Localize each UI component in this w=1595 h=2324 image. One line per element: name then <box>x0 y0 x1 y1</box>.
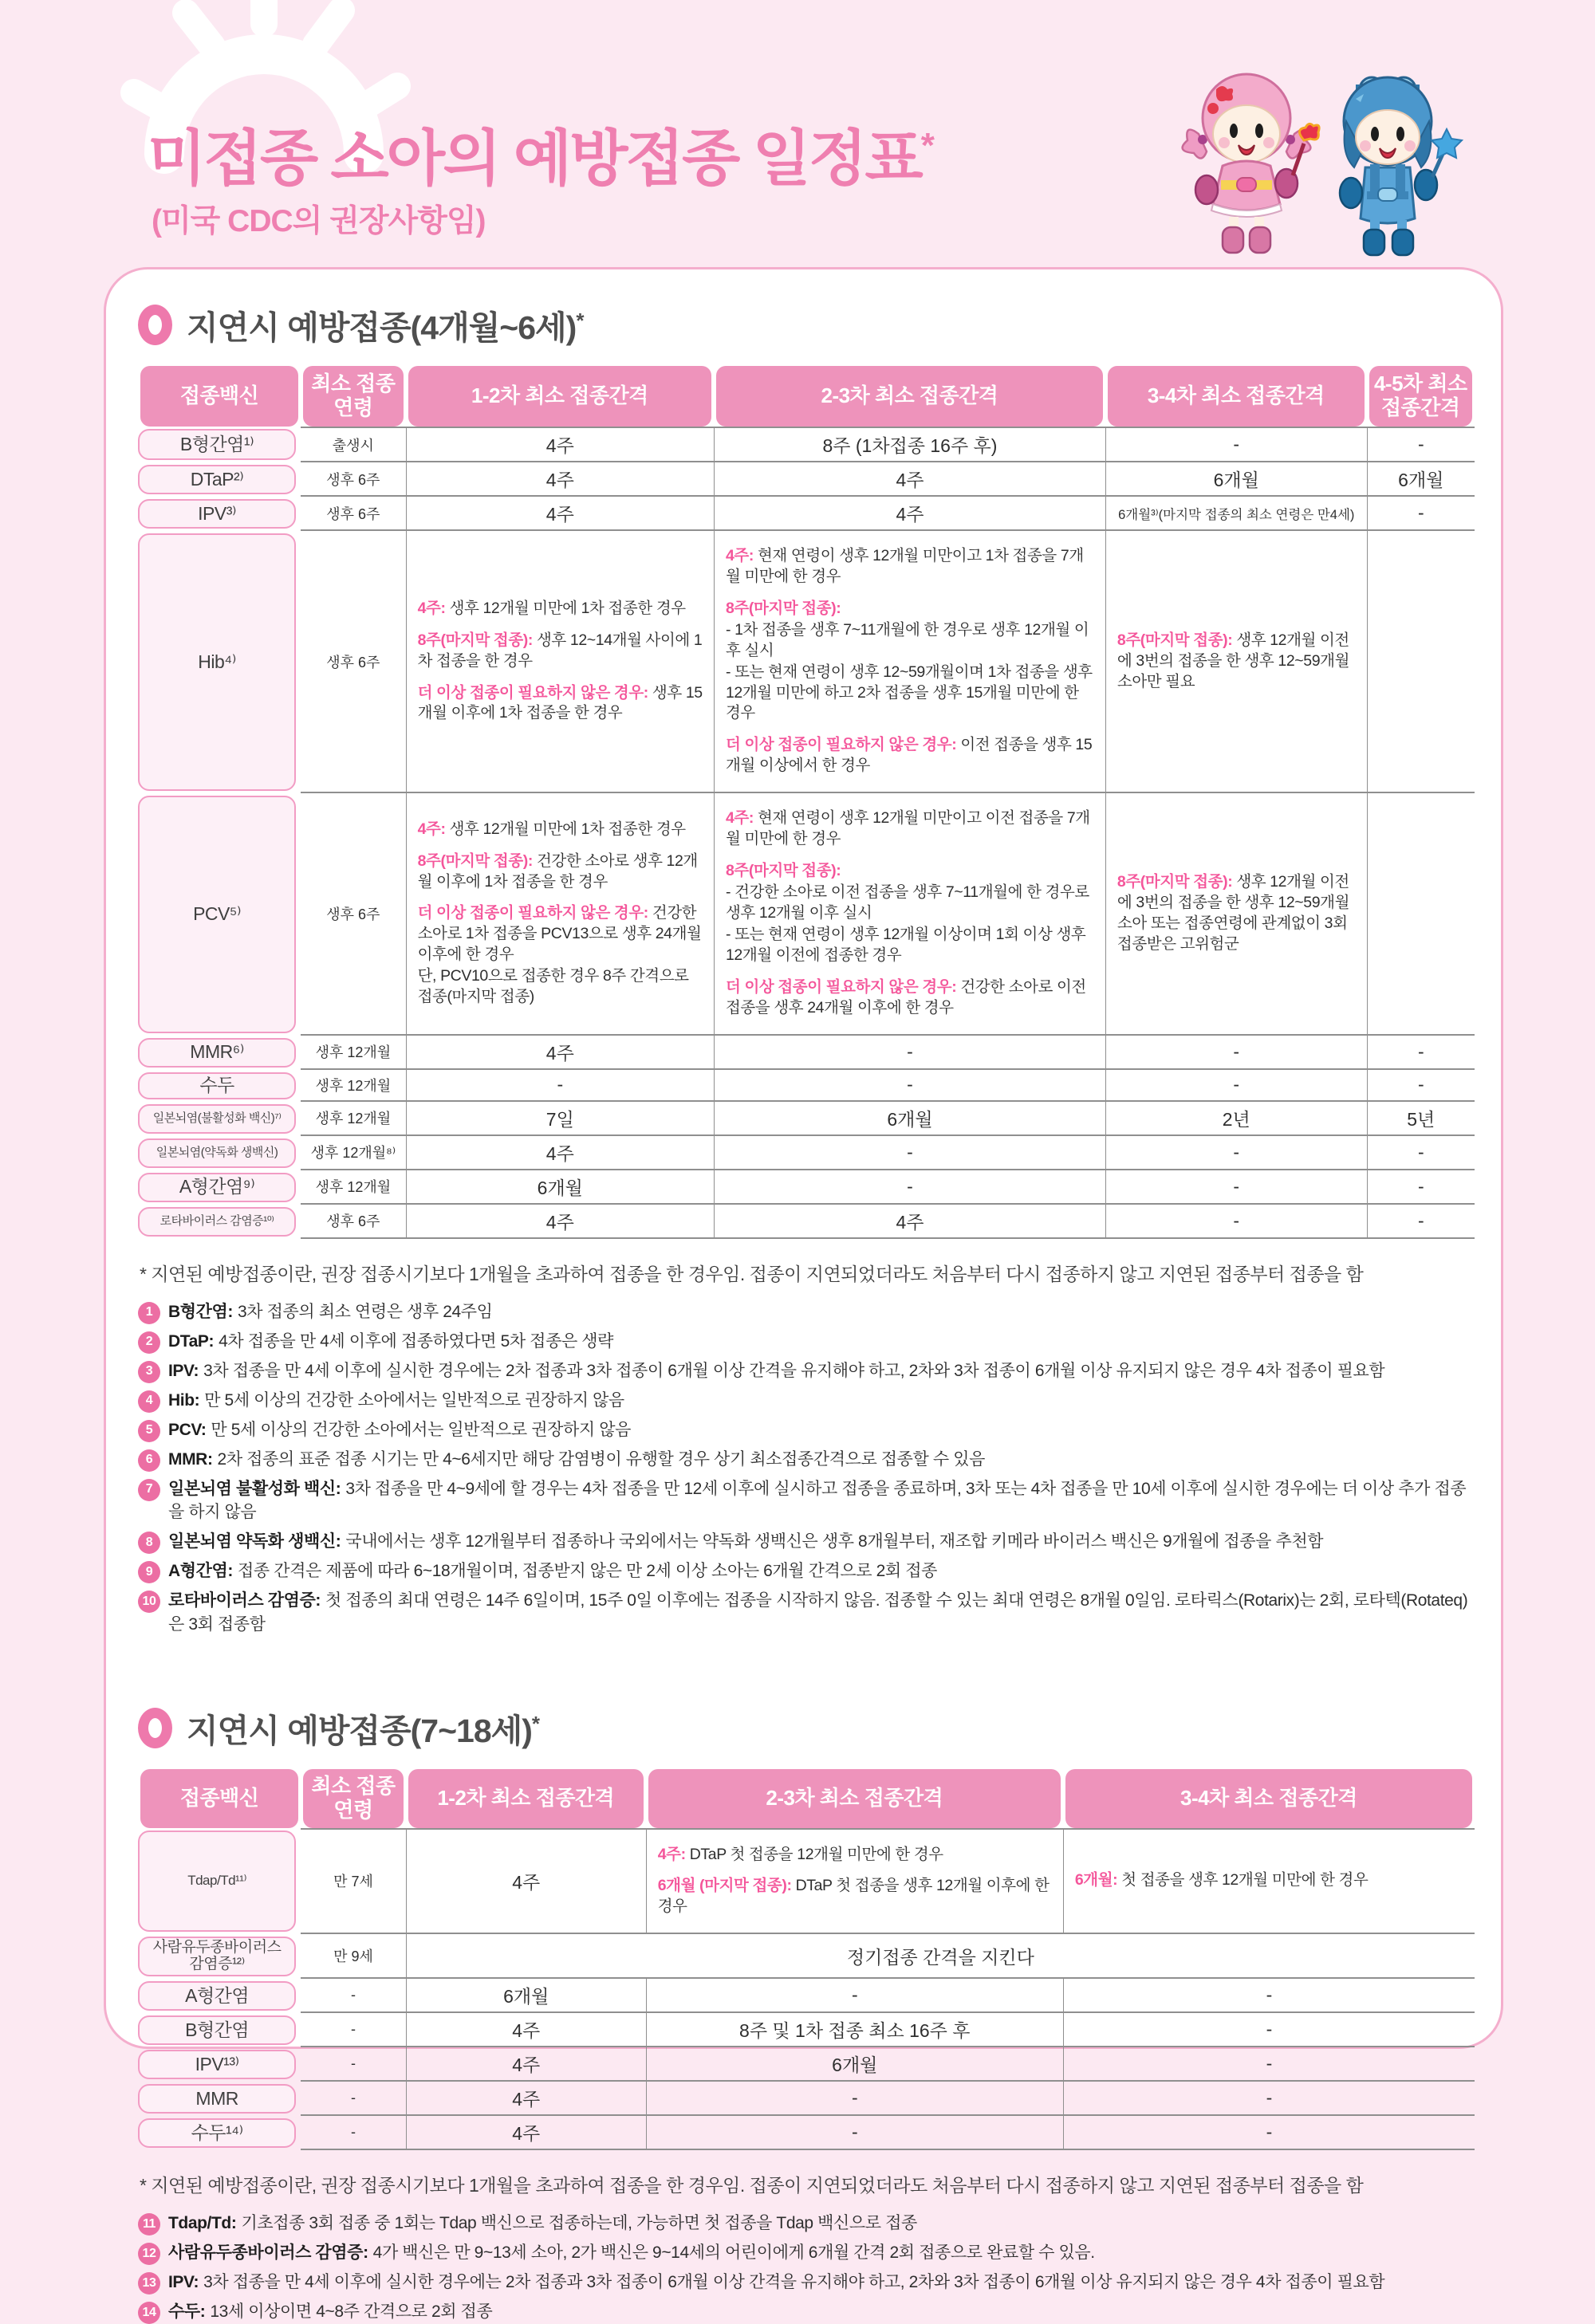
footnote-item <box>138 1300 1475 1324</box>
footnote-label: 일본뇌염 불활성화 백신: <box>168 1479 341 1498</box>
interval-lead-text: 8주(마지막 접종): <box>1116 631 1237 649</box>
interval-lead-text: 더 이상 접종이 필요하지 않은 경우: <box>417 904 652 922</box>
footnote-star: * 지연된 예방접종이란, 권장 접종시기보다 1개월을 초과하여 접종을 한 경우임. 접종이 지연되었더라도 처음부터 다시 접종하지 않고 지연된 접종부터 접종을 함 <box>140 2175 1364 2196</box>
schedule-cell: 4주 <box>406 427 714 462</box>
footnote-number-badge: 2 <box>138 1331 160 1354</box>
footnote-label: A형간염: <box>168 1562 234 1581</box>
interval-lead-text: 6개월: <box>1074 1871 1122 1889</box>
footnote-text: Hib: 만 5세 이상의 건강한 소아에서는 일반적으로 권장하지 않음 <box>168 1390 624 1410</box>
footnote-text: IPV: 3차 접종을 만 4세 이후에 실시한 경우에는 2차 접종과 3차 접종이 6개월 이상 간격을 유지해야 하고, 2차와 3차 접종이 6개월 이상 유지되지 않은 경우 4차 접종이 필요함 <box>168 2273 1385 2292</box>
schedule-cell: - <box>1367 1170 1475 1205</box>
schedule-note-line: 단, PCV10으로 접종한 경우 8주 간격으로 접종(마지막 접종) <box>417 967 689 1006</box>
schedule-cell: 6개월 <box>1105 462 1367 497</box>
vaccine-label: PCV⁵⁾ <box>138 796 296 1032</box>
schedule-note-block: 6개월 (마지막 접종): DTaP 첫 접종을 생후 12개월 이후에 한 경우 <box>657 1877 1050 1916</box>
table-row <box>138 427 1475 462</box>
interval-lead-text: 8주(마지막 접종): <box>725 862 841 880</box>
footnote-label: 수두: <box>168 2302 206 2322</box>
schedule-cell <box>1105 531 1367 793</box>
schedule-cell: - <box>1367 497 1475 531</box>
table-row <box>138 2047 1475 2082</box>
vaccine-label: DTaP²⁾ <box>138 465 296 494</box>
min-age-cell: - <box>301 1979 406 2013</box>
footnote-number-badge: 6 <box>138 1449 160 1472</box>
footnote-label: B형간염: <box>168 1302 234 1321</box>
footnote-item <box>138 2212 1475 2236</box>
footnote-label: Hib: <box>168 1390 200 1410</box>
vaccine-label: A형간염⁹⁾ <box>138 1173 296 1202</box>
footnote-label: DTaP: <box>168 1331 215 1351</box>
vaccine-cell <box>138 497 301 531</box>
schedule-cell: - <box>1063 2047 1475 2082</box>
footnote-item <box>138 2271 1475 2295</box>
footnote-number-badge: 14 <box>138 2302 160 2324</box>
footnote-text: 로타바이러스 감염증: 첫 접종의 최대 연령은 14주 6일이며, 15주 0일 이후에는 접종을 시작하지 않음. 접종할 수 있는 최대 연령은 8개월 0일임. 로타릭스(Rotarix)는 2회, 로타텍(Rotateq)은 3회 접종함 <box>168 1591 1468 1634</box>
footnote-number-badge: 5 <box>138 1420 160 1442</box>
schedule-cell: 6개월 <box>646 2047 1063 2082</box>
min-age-cell: - <box>301 2047 406 2082</box>
interval-lead-text: 4주: <box>657 1845 690 1863</box>
schedule-cell: - <box>646 2082 1063 2116</box>
min-age-cell: 출생시 <box>301 427 405 462</box>
footnote-item <box>138 1448 1475 1472</box>
title-asterisk: * <box>920 126 932 165</box>
bullet-donut-icon <box>138 1708 172 1748</box>
table-row <box>138 2116 1475 2150</box>
schedule-cell: - <box>1367 1070 1475 1102</box>
footnote-number-badge: 7 <box>138 1479 160 1501</box>
schedule-note-line: - 또는 현재 연령이 생후 12개월 이상이며 1회 이상 생후 12개월 이전에 접종한 경우 <box>725 925 1086 964</box>
girl-mascot-illustration <box>1183 74 1320 253</box>
schedule-cell: - <box>1367 1136 1475 1170</box>
min-age-cell: 생후 6주 <box>301 793 405 1035</box>
interval-lead-text: 4주: <box>725 547 758 564</box>
footnote-item <box>138 1530 1475 1554</box>
section2-heading: 지연시 예방접종(7~18세)* <box>138 1705 1475 1752</box>
schedule-cell: 6개월 <box>714 1102 1105 1136</box>
page-subtitle: (미국 CDC의 권장사항임) <box>152 204 486 238</box>
footnote-number-badge: 8 <box>138 1532 160 1554</box>
schedule-note-line: - 1차 접종을 생후 7~11개월에 한 경우로 생후 12개월 이후 실시 <box>725 620 1089 659</box>
vaccine-cell <box>138 427 301 462</box>
footnotes-table2 <box>138 2171 1475 2324</box>
interval-lead-text: 8주(마지막 접종): <box>725 599 841 617</box>
min-age-cell: 생후 12개월 <box>301 1070 405 1102</box>
table-row <box>138 1170 1475 1205</box>
vaccine-label: 수두 <box>138 1072 296 1099</box>
schedule-cell: - <box>714 1036 1105 1070</box>
schedule-note-block: 4주: 현재 연령이 생후 12개월 미만이고 1차 접종을 7개월 미만에 한 경우 <box>725 547 1084 585</box>
schedule-cell <box>714 531 1105 793</box>
footnote-text: A형간염: 접종 간격은 제품에 따라 6~18개월이며, 접종받지 않은 만 2세 이상 소아는 6개월 간격으로 2회 접종 <box>168 1562 937 1581</box>
schedule-cell: 7일 <box>406 1102 714 1136</box>
interval-lead-text: 더 이상 접종이 필요하지 않은 경우: <box>725 977 961 996</box>
table-row <box>138 531 1475 793</box>
schedule-cell: 8주 및 1차 접종 최소 16주 후 <box>646 2013 1063 2047</box>
vaccine-cell <box>138 1102 301 1136</box>
footnote-text: 일본뇌염 불활성화 백신: 3차 접종을 만 4~9세에 할 경우는 4차 접종을 만 12세 이후에 실시하고 접종을 종료하며, 3차 또는 4차 접종을 만 10세 이후에 실시한 경우에는 더 이상 추가 접종을 하지 않음 <box>168 1479 1467 1522</box>
min-age-cell: 생후 12개월⁸⁾ <box>301 1136 405 1170</box>
schedule-cell: 4주 <box>406 462 714 497</box>
interval-lead-text: 4주: <box>417 820 450 838</box>
interval-lead-text: 4주: <box>417 599 450 617</box>
schedule-cell: - <box>1367 427 1475 462</box>
interval-lead-text: 8주(마지막 접종): <box>417 851 537 870</box>
schedule-cell <box>406 793 714 1035</box>
schedule-cell: 4주 <box>714 462 1105 497</box>
table-row <box>138 1828 1475 1935</box>
schedule-cell <box>1105 793 1367 1035</box>
header-row <box>138 366 1475 427</box>
column-header: 4-5차 최소 접종간격 <box>1369 366 1472 427</box>
schedule-cell: 6개월 <box>406 1979 646 2013</box>
min-age-cell: 생후 12개월 <box>301 1102 405 1136</box>
footnote-number-badge: 9 <box>138 1561 160 1583</box>
schedule-cell <box>1367 793 1475 1035</box>
vaccine-label: 수두¹⁴⁾ <box>138 2118 296 2148</box>
vaccine-cell <box>138 1170 301 1205</box>
vaccine-label: B형간염¹⁾ <box>138 429 296 460</box>
footnote-number-badge: 3 <box>138 1361 160 1383</box>
min-age-cell: 생후 6주 <box>301 462 405 497</box>
schedule-note-line: - 또는 현재 연령이 생후 12~59개월이며 1차 접종을 생후 12개월 미만에 하고 2차 접종을 생후 15개월 미만에 한 경우 <box>725 663 1093 722</box>
schedule-cell: 4주 <box>406 2013 646 2047</box>
column-header: 접종백신 <box>140 366 298 427</box>
column-header: 3-4차 최소 접종간격 <box>1108 366 1365 427</box>
footnote-star: * 지연된 예방접종이란, 권장 접종시기보다 1개월을 초과하여 접종을 한 경우임. 접종이 지연되었더라도 처음부터 다시 접종하지 않고 지연된 접종부터 접종을 함 <box>140 1263 1364 1284</box>
schedule-cell: 6개월³⁾(마지막 접종의 최소 연령은 만4세) <box>1105 497 1367 531</box>
schedule-cell: 4주 <box>406 1828 646 1935</box>
vaccine-cell <box>138 2047 301 2082</box>
vaccine-label: IPV¹³⁾ <box>138 2050 296 2079</box>
table-row <box>138 1979 1475 2013</box>
schedule-cell: - <box>1063 1979 1475 2013</box>
footnote-text: IPV: 3차 접종을 만 4세 이후에 실시한 경우에는 2차 접종과 3차 접종이 6개월 이상 간격을 유지해야 하고, 2차와 3차 접종이 6개월 이상 유지되지 않은 경우 4차 접종이 필요함 <box>168 1361 1385 1380</box>
schedule-note-block: 더 이상 접종이 필요하지 않은 경우: 건강한 소아로 1차 접종을 PCV13으로 생후 24개월 이후에 한 경우 단, PCV10으로 접종한 경우 8주 간격으로 접종(마지막 접종) <box>418 903 703 1008</box>
vaccine-label: 일본뇌염(불활성화 백신)⁷⁾ <box>138 1104 296 1134</box>
vaccine-cell <box>138 1205 301 1239</box>
table-row <box>138 497 1475 531</box>
schedule-cell: - <box>714 1136 1105 1170</box>
footnotes-table1 <box>138 1260 1475 1637</box>
schedule-cell: - <box>1105 1036 1367 1070</box>
table-row <box>138 2082 1475 2116</box>
schedule-cell <box>1063 1828 1475 1935</box>
vaccine-label: A형간염 <box>138 1981 296 2011</box>
interval-lead-text: 8주(마지막 접종): <box>1116 873 1237 891</box>
min-age-cell: 생후 6주 <box>301 1205 405 1239</box>
footnote-label: PCV: <box>168 1420 207 1439</box>
footnote-number-badge: 1 <box>138 1302 160 1324</box>
table-header-row <box>138 366 1475 427</box>
schedule-cell: - <box>646 1979 1063 2013</box>
footnote-label: MMR: <box>168 1449 213 1469</box>
footnote-text: 일본뇌염 약독화 생백신: 국내에서는 생후 12개월부터 접종하나 국외에서는 약독화 생백신은 생후 8개월부터, 재조합 키메라 바이러스 백신은 9개월에 접종을 추천함 <box>168 1532 1324 1551</box>
vaccine-cell <box>138 1934 301 1979</box>
schedule-cell: 4주 <box>406 1036 714 1070</box>
schedule-cell: - <box>714 1070 1105 1102</box>
vaccine-label: B형간염 <box>138 2015 296 2045</box>
footnote-text: MMR: 2차 접종의 표준 접종 시기는 만 4~6세지만 해당 감염병이 유행할 경우 상기 최소접종간격으로 접종할 수 있음 <box>168 1449 985 1469</box>
column-header: 접종백신 <box>140 1769 298 1828</box>
vaccine-label: MMR <box>138 2084 296 2114</box>
footnote-number-badge: 4 <box>138 1390 160 1413</box>
schedule-cell <box>646 1828 1063 1935</box>
column-header: 최소 접종연령 <box>303 366 403 427</box>
interval-lead-text: 더 이상 접종이 필요하지 않은 경우: <box>417 683 652 702</box>
table-row <box>138 1036 1475 1070</box>
delayed-schedule-table-4m-6y <box>138 366 1475 1239</box>
min-age-cell: - <box>301 2082 406 2116</box>
boy-mascot-illustration <box>1340 77 1462 255</box>
table-row <box>138 1070 1475 1102</box>
footnote-label: IPV: <box>168 2273 199 2292</box>
schedule-note-block: 더 이상 접종이 필요하지 않은 경우: 건강한 소아로 이전 접종을 생후 24개월 이후에 한 경우 <box>725 977 1086 1017</box>
schedule-cell: - <box>1063 2082 1475 2116</box>
footnote-label: 로타바이러스 감염증: <box>168 1591 321 1610</box>
schedule-note-block: 4주: 생후 12개월 미만에 1차 접종한 경우 <box>417 599 686 617</box>
schedule-cell: 4주 <box>406 2082 646 2116</box>
schedule-cell <box>406 531 714 793</box>
delayed-schedule-table-7y-18y <box>138 1769 1475 2150</box>
schedule-cell: - <box>1063 2013 1475 2047</box>
column-header: 최소 접종연령 <box>303 1769 404 1828</box>
vaccine-label: Tdap/Td¹¹⁾ <box>138 1830 296 1933</box>
footnote-text: Tdap/Td: 기초접종 3회 접종 중 1회는 Tdap 백신으로 접종하는데, 가능하면 첫 접종을 Tdap 백신으로 접종 <box>168 2214 917 2233</box>
column-header: 3-4차 최소 접종간격 <box>1065 1769 1472 1828</box>
bullet-donut-icon <box>138 305 172 345</box>
vaccine-cell <box>138 1136 301 1170</box>
footnote-text: B형간염: 3차 접종의 최소 연령은 생후 24주임 <box>168 1302 493 1321</box>
vaccine-cell <box>138 1036 301 1070</box>
column-header: 2-3차 최소 접종간격 <box>648 1769 1061 1828</box>
schedule-note-block: 8주(마지막 접종): 생후 12~14개월 사이에 1차 접종을 한 경우 <box>417 631 703 670</box>
footnote-number-badge: 12 <box>138 2243 160 2265</box>
footnote-text: PCV: 만 5세 이상의 건강한 소아에서는 일반적으로 권장하지 않음 <box>168 1420 632 1439</box>
schedule-cell: 4주 <box>406 2047 646 2082</box>
min-age-cell: - <box>301 2013 406 2047</box>
schedule-note-line: - 건강한 소아로 이전 접종을 생후 7~11개월에 한 경우로 생후 12개월 이후 실시 <box>725 883 1089 922</box>
vaccine-cell <box>138 531 301 793</box>
schedule-cell: - <box>1063 2116 1475 2150</box>
schedule-note-block: 8주(마지막 접종): 건강한 소아로 생후 12개월 이후에 1차 접종을 한 경우 <box>417 851 698 891</box>
schedule-cell: - <box>714 1170 1105 1205</box>
min-age-cell: 생후 12개월 <box>301 1170 405 1205</box>
footnote-label: Tdap/Td: <box>168 2214 237 2233</box>
schedule-cell: - <box>1105 1136 1367 1170</box>
schedule-cell: 4주 <box>406 2116 646 2150</box>
table-row <box>138 1934 1475 1979</box>
vaccine-label: MMR⁶⁾ <box>138 1038 296 1068</box>
schedule-cell: 5년 <box>1367 1102 1475 1136</box>
min-age-cell: 만 7세 <box>301 1828 406 1935</box>
footnote-text: DTaP: 4차 접종을 만 4세 이후에 접종하였다면 5차 접종은 생략 <box>168 1331 614 1351</box>
schedule-note-block <box>726 599 1094 725</box>
vaccine-cell <box>138 1979 301 2013</box>
vaccine-cell <box>138 1828 301 1935</box>
footnote-item <box>138 1559 1475 1583</box>
vaccine-cell <box>138 2013 301 2047</box>
schedule-cell: 2년 <box>1105 1102 1367 1136</box>
footnote-item <box>138 1477 1475 1525</box>
vaccine-label: 사람유두종바이러스 감염증¹²⁾ <box>138 1937 296 1976</box>
footnote-number-badge: 13 <box>138 2272 160 2295</box>
vaccine-label: 로타바이러스 감염증¹⁰⁾ <box>138 1207 296 1237</box>
schedule-cell: 8주 (1차접종 16주 후) <box>714 427 1105 462</box>
schedule-cell: - <box>1105 427 1367 462</box>
table-body <box>138 427 1475 1239</box>
schedule-cell: 4주 <box>406 1136 714 1170</box>
footnote-item <box>138 1330 1475 1354</box>
schedule-note-block: 8주(마지막 접종): 생후 12개월 이전에 3번의 접종을 한 생후 12~59개월 소아만 필요 <box>1116 631 1350 690</box>
schedule-cell <box>1367 531 1475 793</box>
footnote-item <box>138 2300 1475 2324</box>
schedule-note-block: 4주: 현재 연령이 생후 12개월 미만이고 이전 접종을 7개월 미만에 한 경우 <box>725 809 1090 848</box>
footnote-item <box>138 2241 1475 2265</box>
footnote-text: 사람유두종바이러스 감염증: 4가 백신은 만 9~13세 소아, 2가 백신은 9~14세의 어린이에게 6개월 간격 2회 접종으로 완료할 수 있음. <box>168 2243 1095 2263</box>
content-panel <box>104 267 1503 2322</box>
vaccine-cell <box>138 2116 301 2150</box>
column-header: 1-2차 최소 접종간격 <box>408 366 711 427</box>
schedule-cell: - <box>1105 1070 1367 1102</box>
schedule-cell: - <box>1367 1205 1475 1239</box>
footnote-label: 사람유두종바이러스 감염증: <box>168 2243 368 2263</box>
interval-lead-text: 6개월 (마지막 접종): <box>657 1877 796 1895</box>
schedule-note-block: 더 이상 접종이 필요하지 않은 경우: 생후 15개월 이후에 1차 접종을 한 경우 <box>417 683 703 722</box>
schedule-note-block <box>726 861 1094 966</box>
footnote-item <box>138 1389 1475 1413</box>
schedule-cell: - <box>1367 1036 1475 1070</box>
schedule-cell: 4주 <box>714 1205 1105 1239</box>
schedule-cell: 6개월 <box>406 1170 714 1205</box>
schedule-cell: 4주 <box>406 1205 714 1239</box>
footnote-label: 일본뇌염 약독화 생백신: <box>168 1532 341 1551</box>
column-header: 1-2차 최소 접종간격 <box>408 1769 644 1828</box>
table-row <box>138 1205 1475 1239</box>
table-row <box>138 793 1475 1035</box>
footnote-text: 수두: 13세 이상이면 4~8주 간격으로 2회 접종 <box>168 2302 493 2322</box>
vaccine-label: IPV³⁾ <box>138 499 296 529</box>
footnote-number-badge: 10 <box>138 1591 160 1613</box>
min-age-cell: 만 9세 <box>301 1934 406 1979</box>
schedule-note-block: 4주: 생후 12개월 미만에 1차 접종한 경우 <box>417 820 686 838</box>
vaccine-label: 일본뇌염(약독화 생백신) <box>138 1138 296 1168</box>
schedule-cell: - <box>646 2116 1063 2150</box>
schedule-cell: 정기접종 간격을 지킨다 <box>406 1934 1475 1979</box>
footnote-item <box>138 1359 1475 1383</box>
table-row <box>138 2013 1475 2047</box>
min-age-cell: 생후 6주 <box>301 497 405 531</box>
vaccine-label: Hib⁴⁾ <box>138 533 296 791</box>
column-header: 2-3차 최소 접종간격 <box>716 366 1103 427</box>
footnote-number-badge: 11 <box>138 2213 160 2236</box>
schedule-cell: - <box>1105 1170 1367 1205</box>
footnote-item <box>138 1418 1475 1442</box>
page-title: 미접종 소아의 예방접종 일정표* <box>148 125 932 193</box>
schedule-cell: 6개월 <box>1367 462 1475 497</box>
table-row <box>138 462 1475 497</box>
schedule-cell <box>714 793 1105 1035</box>
schedule-note-block: 4주: DTaP 첫 접종을 12개월 미만에 한 경우 <box>657 1845 943 1863</box>
vaccine-cell <box>138 2082 301 2116</box>
table-body <box>138 1828 1475 2151</box>
vaccine-cell <box>138 1070 301 1102</box>
vaccine-cell <box>138 462 301 497</box>
mascot-characters <box>1176 64 1471 275</box>
schedule-cell: - <box>1105 1205 1367 1239</box>
table-row <box>138 1102 1475 1136</box>
table-header-row <box>138 1769 1475 1828</box>
schedule-cell: - <box>406 1070 714 1102</box>
interval-lead-text: 8주(마지막 접종): <box>417 631 537 649</box>
footnote-item <box>138 1589 1475 1637</box>
schedule-note-block: 더 이상 접종이 필요하지 않은 경우: 이전 접종을 생후 15개월 이상에서 한 경우 <box>725 736 1093 775</box>
interval-lead-text: 더 이상 접종이 필요하지 않은 경우: <box>725 736 961 754</box>
section1-heading: 지연시 예방접종(4개월~6세)* <box>138 301 1475 348</box>
vaccine-cell <box>138 793 301 1035</box>
table-row <box>138 1136 1475 1170</box>
min-age-cell: - <box>301 2116 406 2150</box>
schedule-cell: 4주 <box>714 497 1105 531</box>
min-age-cell: 생후 12개월 <box>301 1036 405 1070</box>
header-row <box>138 1769 1475 1828</box>
schedule-note-block: 8주(마지막 접종): 생후 12개월 이전에 3번의 접종을 한 생후 12~59개월 소아 또는 접종연령에 관계없이 3회 접종받은 고위험군 <box>1116 873 1350 953</box>
schedule-note-block: 6개월: 첫 접종을 생후 12개월 미만에 한 경우 <box>1074 1871 1369 1889</box>
interval-lead-text: 4주: <box>725 809 758 828</box>
schedule-cell: 4주 <box>406 497 714 531</box>
footnote-label: IPV: <box>168 1361 199 1380</box>
min-age-cell: 생후 6주 <box>301 531 405 793</box>
